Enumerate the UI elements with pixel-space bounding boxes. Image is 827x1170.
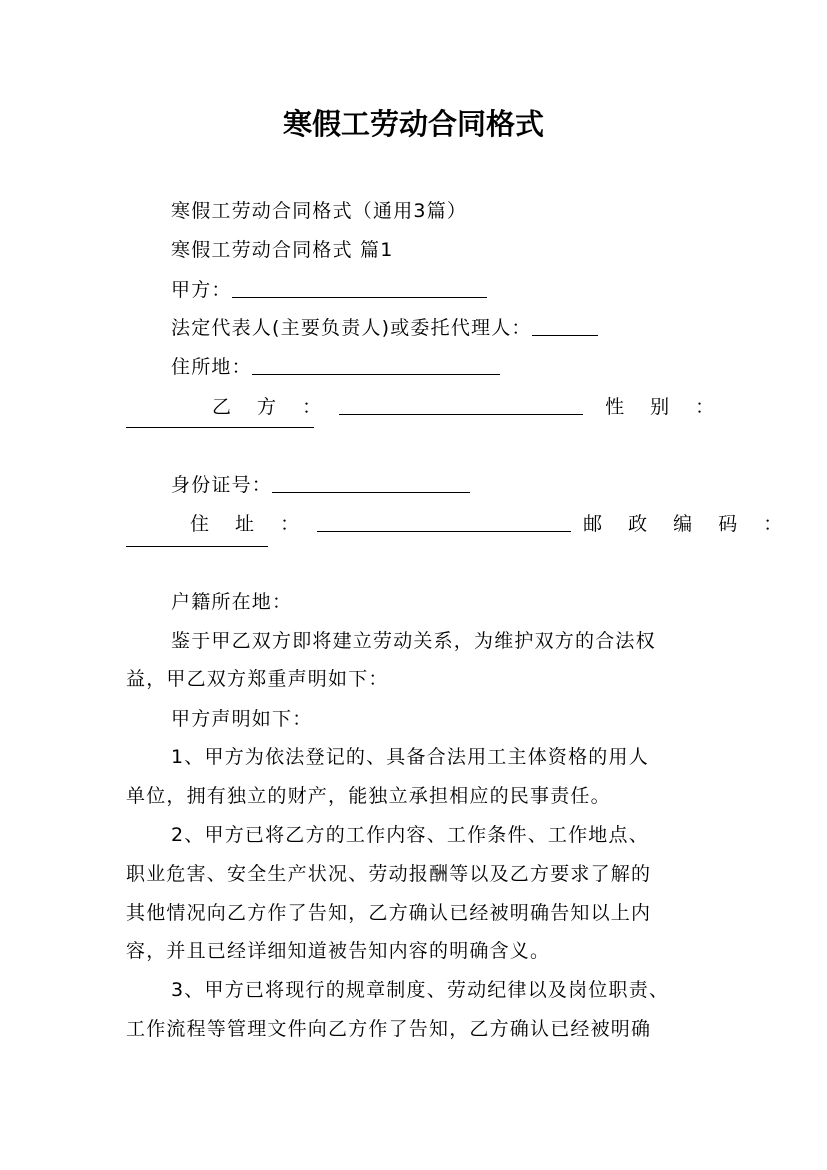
address-b-line bbox=[190, 510, 793, 538]
party-b-blank bbox=[339, 394, 583, 415]
section-heading: 寒假工劳动合同格式 篇1 bbox=[171, 239, 394, 261]
address-a-label: 住所地： bbox=[171, 356, 252, 378]
document-title: 寒假工劳动合同格式 bbox=[282, 107, 544, 141]
gender-label: 性 别 ： bbox=[605, 396, 725, 418]
party-b-label: 乙 方 ： bbox=[212, 396, 332, 418]
legal-rep-label: 法定代表人(主要负责人)或委托代理人： bbox=[171, 317, 532, 339]
paragraph-line: 工作流程等管理文件向乙方作了告知，乙方确认已经被明确 bbox=[126, 1018, 652, 1040]
party-a-blank bbox=[232, 277, 487, 298]
paragraph-line: 户籍所在地： bbox=[171, 591, 293, 613]
id-number-line bbox=[171, 471, 761, 499]
gender-blank bbox=[126, 427, 314, 428]
party-a-label: 甲方： bbox=[171, 279, 232, 301]
paragraph-line: 2、甲方已将乙方的工作内容、工作条件、工作地点、 bbox=[171, 824, 649, 846]
party-a-line bbox=[171, 276, 761, 304]
paragraph-line: 其他情况向乙方作了告知，乙方确认已经被明确告知以上内 bbox=[126, 902, 652, 924]
paragraph-line: 甲方声明如下： bbox=[171, 708, 313, 730]
id-number-label: 身份证号： bbox=[171, 474, 273, 496]
legal-rep-blank bbox=[532, 315, 598, 336]
paragraph-line: 寒假工劳动合同格式（通用3篇） bbox=[171, 200, 468, 222]
paragraph-line: 鉴于甲乙双方即将建立劳动关系，为维护双方的合法权 bbox=[171, 630, 656, 652]
party-b-line bbox=[212, 393, 802, 421]
paragraph-line: 单位，拥有独立的财产，能独立承担相应的民事责任。 bbox=[126, 785, 611, 807]
paragraph-line: 容，并且已经详细知道被告知内容的明确含义。 bbox=[126, 940, 551, 962]
address-a-blank bbox=[252, 354, 500, 375]
paragraph-line: 3、甲方已将现行的规章制度、劳动纪律以及岗位职责、 bbox=[171, 979, 670, 1001]
id-number-blank bbox=[272, 472, 470, 493]
paragraph-line: 益，甲乙双方郑重声明如下： bbox=[126, 668, 389, 690]
paragraph-line: 职业危害、安全生产状况、劳动报酬等以及乙方要求了解的 bbox=[126, 863, 652, 885]
postal-code-label: 邮 政 编 码 ： bbox=[583, 513, 793, 535]
paragraph-line: 1、甲方为依法登记的、具备合法用工主体资格的用人 bbox=[171, 746, 649, 768]
address-b-label: 住 址 ： bbox=[190, 513, 310, 535]
legal-rep-line bbox=[171, 314, 761, 342]
address-b-blank bbox=[317, 511, 571, 532]
postal-code-blank bbox=[126, 546, 268, 547]
address-a-line bbox=[171, 353, 761, 381]
